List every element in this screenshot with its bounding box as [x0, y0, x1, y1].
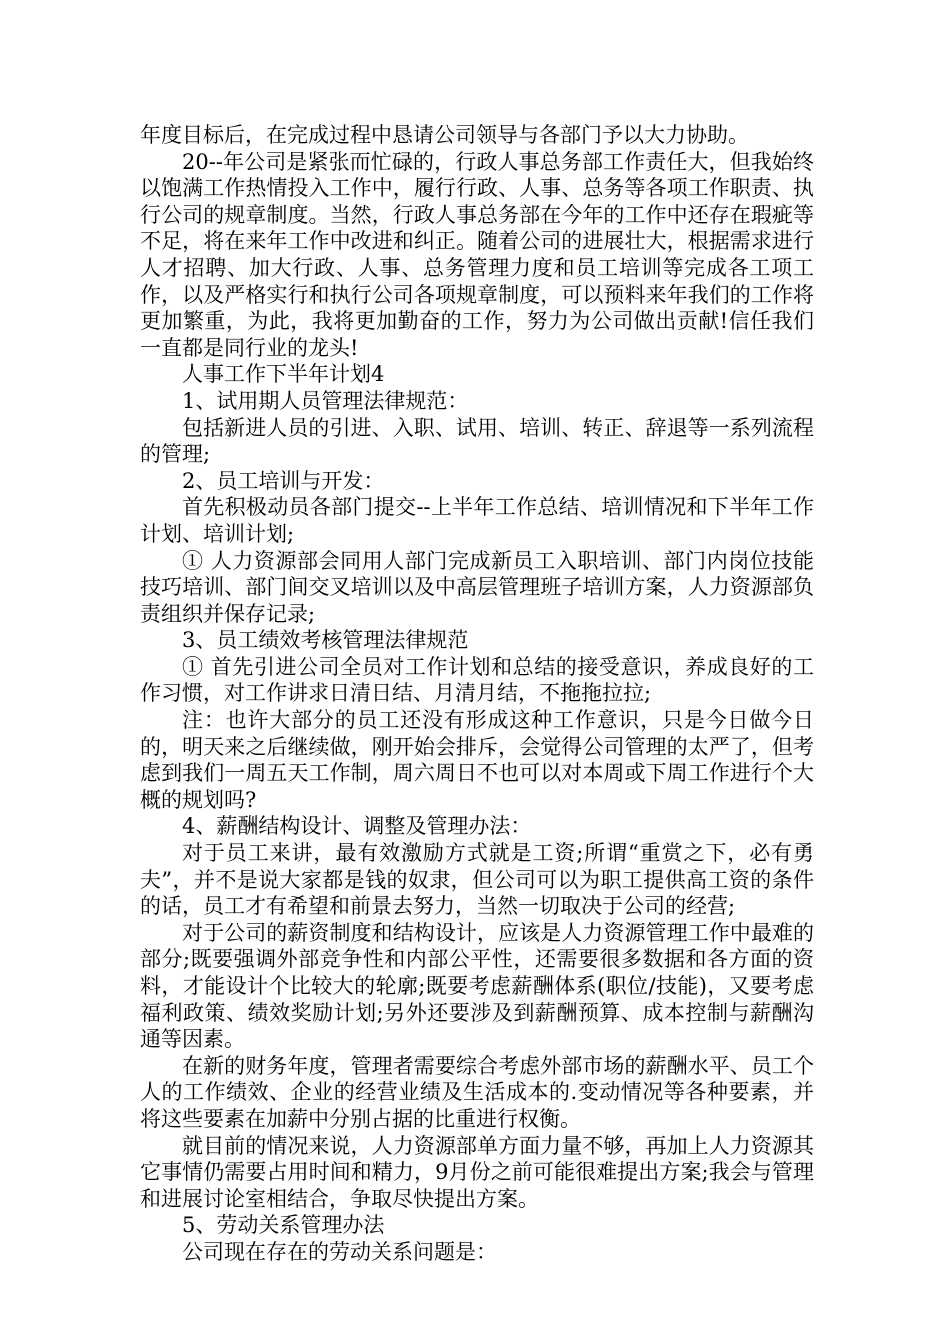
paragraph-1: 年度目标后，在完成过程中恳请公司领导与各部门予以大力协助。 — [140, 123, 749, 147]
paragraph-6: ① 首先引进公司全员对工作计划和总结的接受意识，养成良好的工作习惯，对工作讲求日清日结、月清月结，不拖拖拉拉; — [140, 654, 814, 706]
section-item-4-heading: 4、薪酬结构设计、调整及管理办法： — [182, 814, 532, 839]
section-item-5-heading: 5、劳动关系管理办法 — [182, 1213, 385, 1238]
paragraph-5: ① 人力资源部会同用人部门完成新员工入职培训、部门内岗位技能技巧培训、部门间交叉培训以及中高层管理班子培训方案，人力资源部负责组织并保存记录; — [140, 548, 814, 626]
paragraph-3: 包括新进人员的引进、入职、试用、培训、转正、辞退等一系列流程的管理; — [140, 415, 814, 467]
paragraph-12: 公司现在存在的劳动关系问题是： — [182, 1239, 497, 1264]
section-item-1-heading: 1、试用期人员管理法律规范： — [182, 388, 469, 413]
section-heading-plan-4: 人事工作下半年计划4 — [182, 362, 385, 387]
paragraph-4: 首先积极动员各部门提交--上半年工作总结、培训情况和下半年工作计划、培训计划; — [140, 495, 814, 546]
paragraph-10: 在新的财务年度，管理者需要综合考虑外部市场的薪酬水平、员工个人的工作绩效、企业的经营业绩及生活成本的.变动情况等各种要素，并将这些要素在加薪中分别占据的比重进行权衡。 — [140, 1053, 814, 1131]
section-item-3-heading: 3、员工绩效考核管理法律规范 — [182, 628, 469, 653]
paragraph-7-note: 注：也许大部分的员工还没有形成这种工作意识，只是今日做今日的，明天来之后继续做，刚开始会排斥，会觉得公司管理的太严了，但考虑到我们一周五天工作制，周六周日不也可以对本周或下周工作进行个大概的规划吗? — [140, 708, 814, 812]
document-page — [140, 122, 814, 1266]
paragraph-2: 20--年公司是紧张而忙碌的，行政人事总务部工作责任大，但我始终以饱满工作热情投入工作中，履行行政、人事、总务等各项工作职责、执行公司的规章制度。当然，行政人事总务部在今年的工作中还存在瑕疵等不足，将在来年工作中改进和纠正。随着公司的进展壮大，根据需求进行人才招聘、加大行政、人事、总务管理力度和员工培训等完成各工项工作，以及严格实行和执行公司各项规章制度，可以预料来年我们的工作将更加繁重，为此，我将更加勤奋的工作，努力为公司做出贡献!信任我们一直都是同行业的龙头! — [140, 149, 814, 360]
section-item-2-heading: 2、员工培训与开发： — [182, 468, 385, 493]
paragraph-8: 对于员工来讲，最有效激励方式就是工资;所谓“重赏之下，必有勇夫”，并不是说大家都是钱的奴隶，但公司可以为职工提供高工资的条件的话，员工才有希望和前景去努力，当然一切取决于公司的经营; — [140, 841, 814, 919]
paragraph-9: 对于公司的薪资制度和结构设计，应该是人力资源管理工作中最难的部分;既要强调外部竞争性和内部公平性，还需要很多数据和各方面的资料，才能设计个比较大的轮廓;既要考虑薪酬体系(职位/技能)，又要考虑福利政策、绩效奖励计划;另外还要涉及到薪酬预算、成本控制与薪酬沟通等因素。 — [140, 920, 814, 1052]
paragraph-11: 就目前的情况来说，人力资源部单方面力量不够，再加上人力资源其它事情仍需要占用时间和精力，9月份之前可能很难提出方案;我会与管理和进展讨论室相结合，争取尽快提出方案。 — [140, 1133, 814, 1211]
